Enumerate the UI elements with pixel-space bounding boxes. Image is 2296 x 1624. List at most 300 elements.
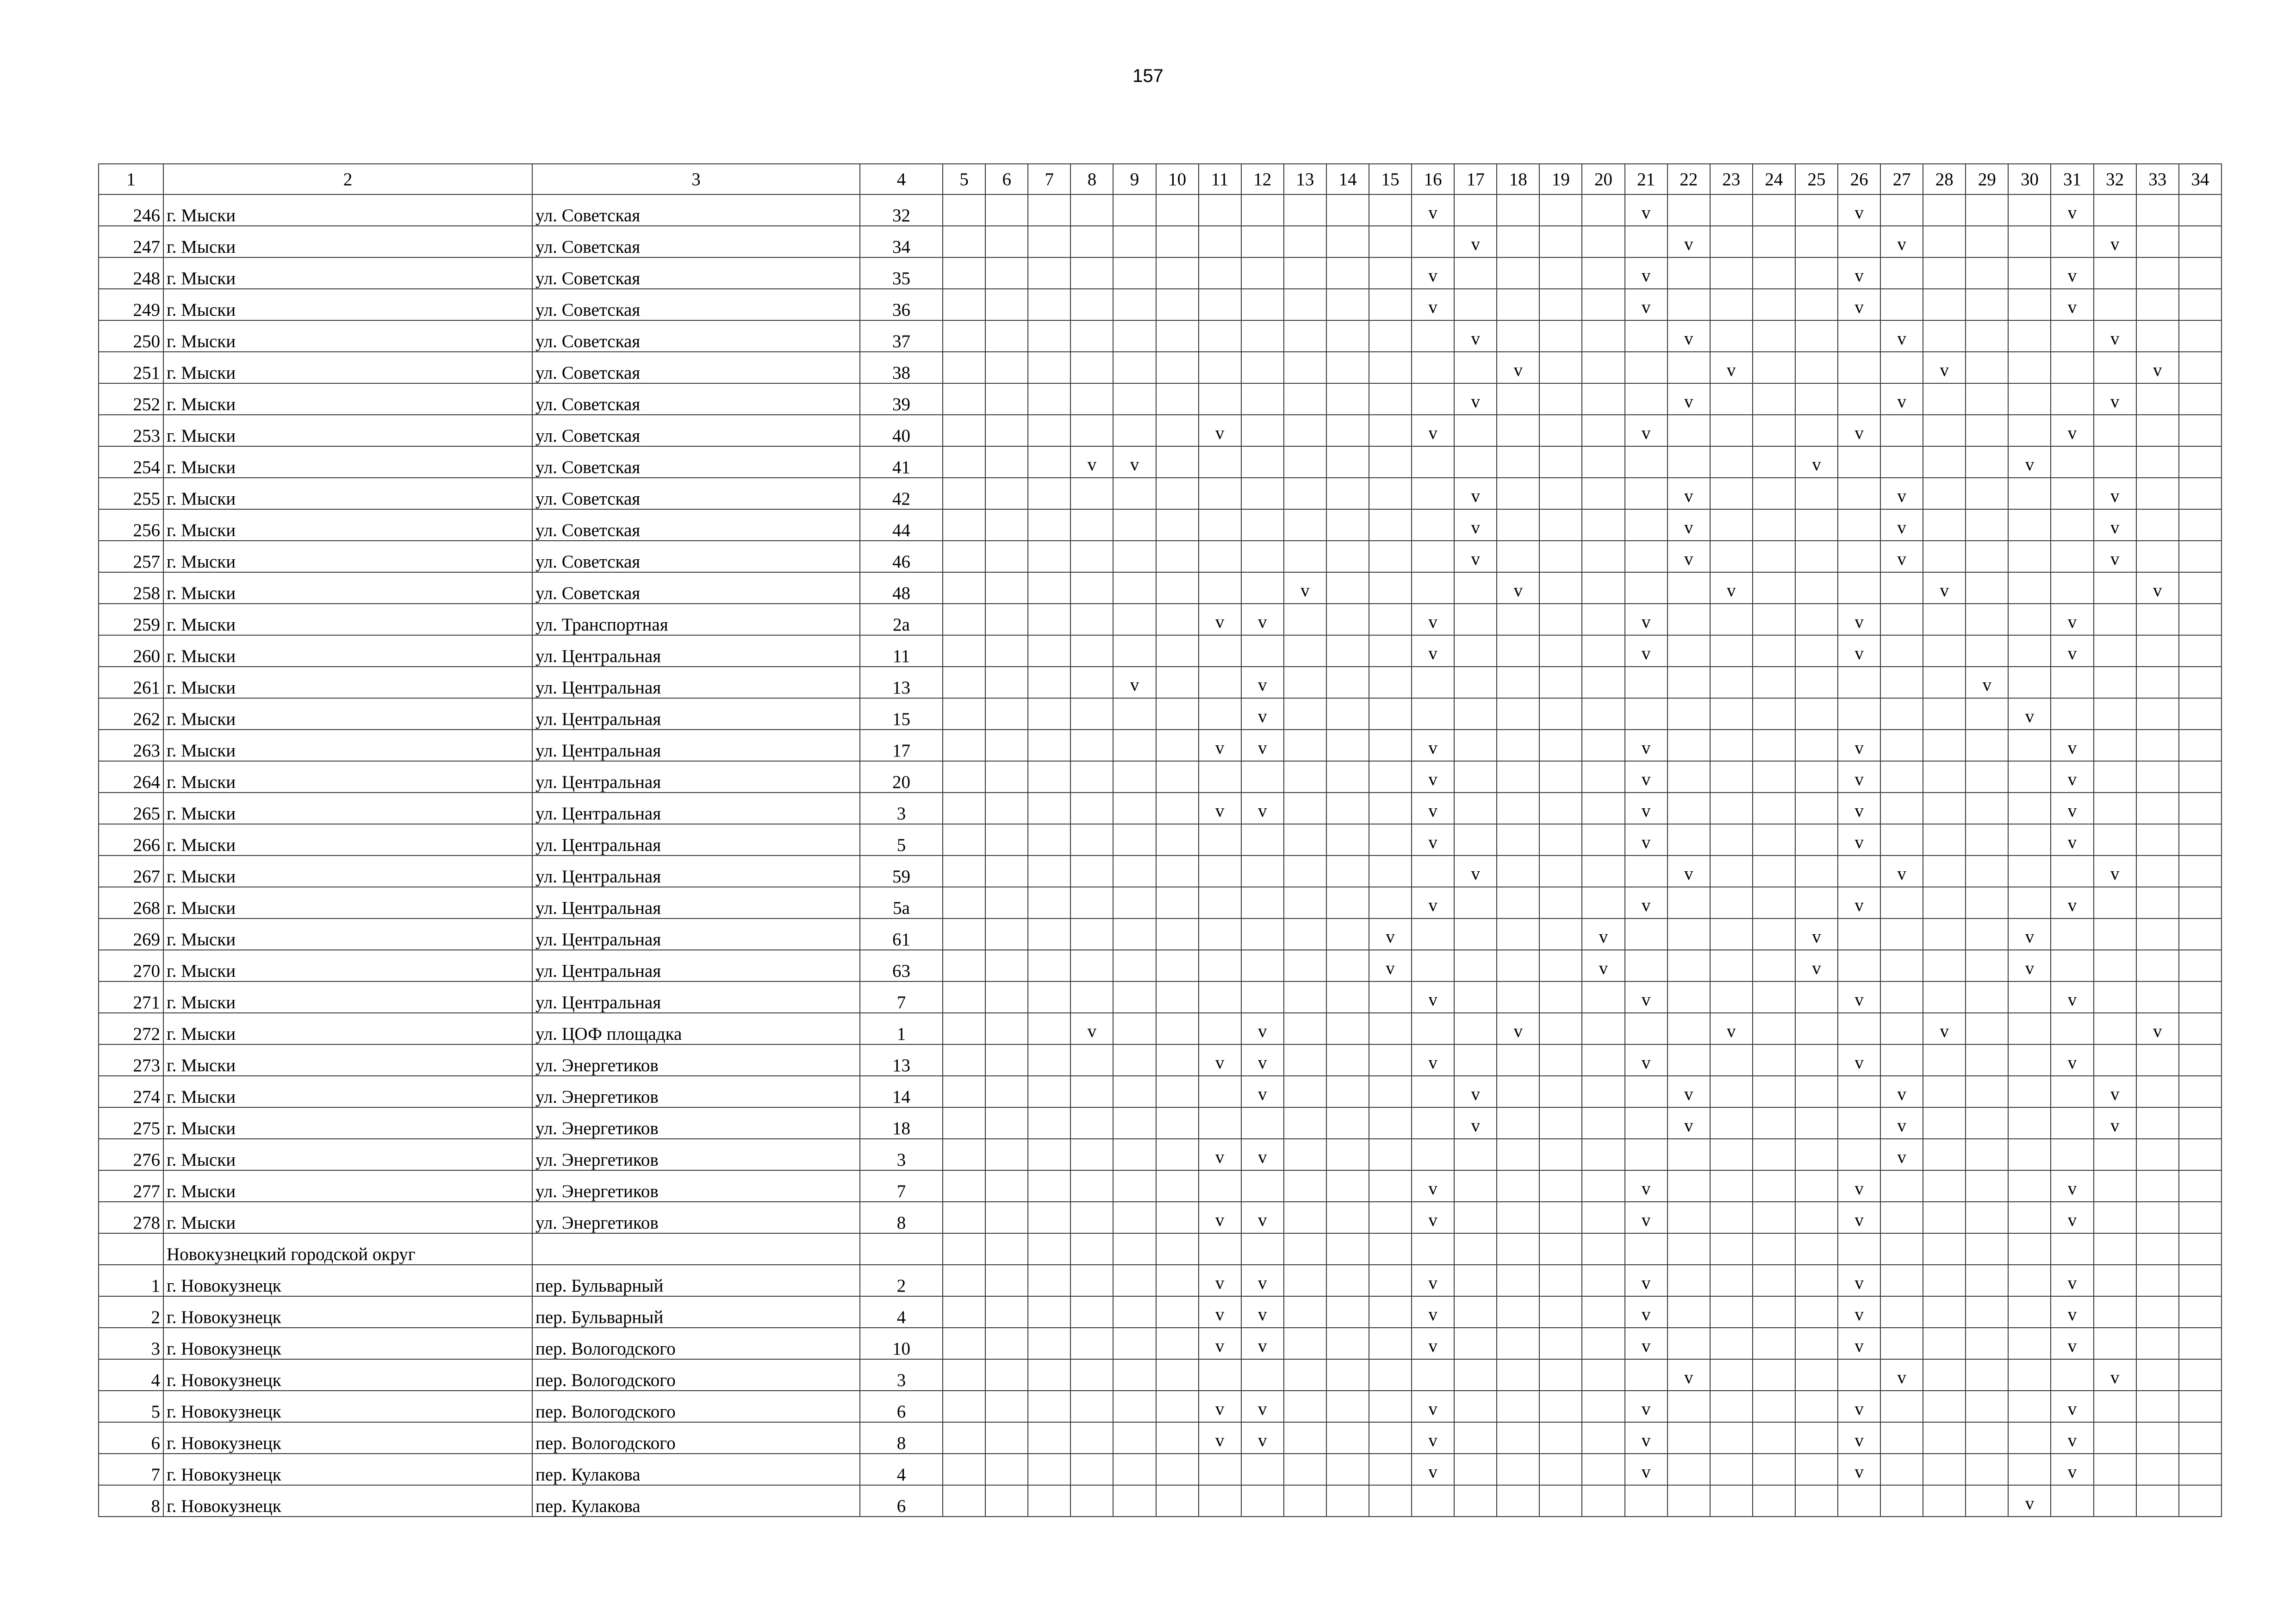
month-cell-27 — [1880, 1296, 1923, 1328]
month-cell-17 — [1454, 1202, 1497, 1233]
empty-cell — [1582, 1233, 1624, 1265]
month-cell-16 — [1412, 194, 1454, 226]
month-cell-33 — [2136, 1485, 2179, 1517]
check-mark: v — [2067, 801, 2077, 821]
check-mark: v — [1854, 203, 1864, 223]
month-cell-7 — [1028, 1359, 1070, 1391]
month-cell-14 — [1326, 667, 1369, 698]
month-cell-7 — [1028, 1391, 1070, 1422]
month-cell-21 — [1625, 698, 1668, 730]
row-number: 249 — [99, 289, 163, 320]
month-cell-25 — [1795, 887, 1838, 918]
month-cell-15 — [1369, 1391, 1412, 1422]
column-header: 7 — [1028, 164, 1070, 194]
month-cell-16 — [1412, 698, 1454, 730]
check-mark: v — [1684, 486, 1693, 506]
month-cell-19 — [1539, 383, 1582, 415]
check-mark: v — [1854, 801, 1864, 821]
month-cell-12 — [1241, 572, 1284, 604]
month-cell-31 — [2051, 1044, 2093, 1076]
month-cell-5 — [943, 320, 985, 352]
month-cell-34 — [2179, 383, 2221, 415]
month-cell-8 — [1070, 289, 1113, 320]
month-cell-25 — [1795, 1107, 1838, 1139]
row-number: 269 — [99, 918, 163, 950]
month-cell-17 — [1454, 320, 1497, 352]
month-cell-31 — [2051, 1170, 2093, 1202]
month-cell-30 — [2008, 1391, 2051, 1422]
month-cell-21 — [1625, 1359, 1668, 1391]
month-cell-22 — [1668, 1202, 1710, 1233]
house-number: 6 — [860, 1391, 943, 1422]
month-cell-5 — [943, 1391, 985, 1422]
month-cell-22 — [1668, 761, 1710, 793]
month-cell-11 — [1199, 194, 1241, 226]
month-cell-34 — [2179, 1044, 2221, 1076]
month-cell-19 — [1539, 1485, 1582, 1517]
month-cell-22 — [1668, 1391, 1710, 1422]
month-cell-12 — [1241, 824, 1284, 856]
column-header: 31 — [2051, 164, 2093, 194]
month-cell-23 — [1710, 572, 1753, 604]
month-cell-16 — [1412, 950, 1454, 981]
house-number: 7 — [860, 1170, 943, 1202]
house-number: 39 — [860, 383, 943, 415]
table-row — [99, 446, 2221, 478]
month-cell-19 — [1539, 194, 1582, 226]
column-header: 34 — [2179, 164, 2221, 194]
month-cell-24 — [1753, 604, 1795, 635]
month-cell-8 — [1070, 446, 1113, 478]
check-mark: v — [1428, 1399, 1437, 1419]
month-cell-16 — [1412, 730, 1454, 761]
table-row — [99, 352, 2221, 383]
city-name: г. Мыски — [163, 918, 532, 950]
street-name: ул. Центральная — [532, 635, 860, 667]
row-number: 251 — [99, 352, 163, 383]
check-mark: v — [1471, 549, 1480, 569]
house-number: 4 — [860, 1454, 943, 1485]
month-cell-13 — [1284, 415, 1326, 446]
month-cell-12 — [1241, 918, 1284, 950]
month-cell-32 — [2094, 1296, 2136, 1328]
month-cell-16 — [1412, 572, 1454, 604]
month-cell-28 — [1923, 352, 1966, 383]
month-cell-26 — [1838, 478, 1880, 509]
month-cell-27 — [1880, 918, 1923, 950]
month-cell-21 — [1625, 226, 1668, 257]
month-cell-33 — [2136, 446, 2179, 478]
month-cell-15 — [1369, 856, 1412, 887]
month-cell-19 — [1539, 1265, 1582, 1296]
month-cell-16 — [1412, 1422, 1454, 1454]
house-number: 7 — [860, 981, 943, 1013]
month-cell-28 — [1923, 1485, 1966, 1517]
month-cell-12 — [1241, 1485, 1284, 1517]
month-cell-12 — [1241, 761, 1284, 793]
house-number: 2а — [860, 604, 943, 635]
row-number: 260 — [99, 635, 163, 667]
month-cell-21 — [1625, 257, 1668, 289]
month-cell-8 — [1070, 194, 1113, 226]
check-mark: v — [1854, 297, 1864, 317]
check-mark: v — [1940, 581, 1949, 600]
month-cell-8 — [1070, 1076, 1113, 1107]
month-cell-33 — [2136, 541, 2179, 572]
month-cell-25 — [1795, 1485, 1838, 1517]
street-name: ул. Центральная — [532, 918, 860, 950]
check-mark: v — [1897, 518, 1906, 537]
month-cell-17 — [1454, 918, 1497, 950]
month-cell-25 — [1795, 226, 1838, 257]
street-name: ул. Центральная — [532, 761, 860, 793]
month-cell-26 — [1838, 635, 1880, 667]
month-cell-27 — [1880, 446, 1923, 478]
month-cell-13 — [1284, 1296, 1326, 1328]
month-cell-26 — [1838, 289, 1880, 320]
schedule-table — [98, 163, 2222, 1517]
month-cell-33 — [2136, 289, 2179, 320]
month-cell-10 — [1156, 572, 1199, 604]
month-cell-13 — [1284, 981, 1326, 1013]
check-mark: v — [1215, 801, 1225, 821]
city-name: г. Новокузнецк — [163, 1454, 532, 1485]
street-name: ул. Центральная — [532, 730, 860, 761]
check-mark: v — [2110, 1084, 2120, 1104]
month-cell-11 — [1199, 918, 1241, 950]
month-cell-10 — [1156, 1139, 1199, 1170]
check-mark: v — [1130, 455, 1139, 475]
month-cell-32 — [2094, 730, 2136, 761]
street-name: ул. Советская — [532, 257, 860, 289]
house-number: 11 — [860, 635, 943, 667]
month-cell-9 — [1113, 415, 1156, 446]
month-cell-31 — [2051, 1359, 2093, 1391]
month-cell-14 — [1326, 289, 1369, 320]
month-cell-16 — [1412, 1454, 1454, 1485]
check-mark: v — [1641, 1462, 1651, 1482]
month-cell-8 — [1070, 415, 1113, 446]
month-cell-13 — [1284, 226, 1326, 257]
month-cell-16 — [1412, 981, 1454, 1013]
month-cell-32 — [2094, 981, 2136, 1013]
month-cell-5 — [943, 226, 985, 257]
month-cell-30 — [2008, 950, 2051, 981]
month-cell-23 — [1710, 730, 1753, 761]
month-cell-30 — [2008, 1328, 2051, 1359]
month-cell-20 — [1582, 226, 1624, 257]
month-cell-32 — [2094, 698, 2136, 730]
month-cell-29 — [1966, 981, 2008, 1013]
month-cell-22 — [1668, 289, 1710, 320]
month-cell-32 — [2094, 793, 2136, 824]
month-cell-7 — [1028, 730, 1070, 761]
month-cell-9 — [1113, 1391, 1156, 1422]
month-cell-24 — [1753, 446, 1795, 478]
empty-cell — [2179, 1233, 2221, 1265]
month-cell-18 — [1497, 1139, 1539, 1170]
month-cell-30 — [2008, 1296, 2051, 1328]
month-cell-9 — [1113, 1328, 1156, 1359]
month-cell-19 — [1539, 478, 1582, 509]
month-cell-12 — [1241, 981, 1284, 1013]
month-cell-28 — [1923, 887, 1966, 918]
month-cell-7 — [1028, 793, 1070, 824]
month-cell-25 — [1795, 415, 1838, 446]
row-number: 246 — [99, 194, 163, 226]
check-mark: v — [1641, 1399, 1651, 1419]
table-row — [99, 667, 2221, 698]
month-cell-8 — [1070, 918, 1113, 950]
street-name: ул. Транспортная — [532, 604, 860, 635]
check-mark: v — [1258, 738, 1267, 758]
check-mark: v — [2067, 1210, 2077, 1230]
month-cell-13 — [1284, 320, 1326, 352]
month-cell-28 — [1923, 1454, 1966, 1485]
month-cell-32 — [2094, 226, 2136, 257]
month-cell-31 — [2051, 1107, 2093, 1139]
month-cell-20 — [1582, 1170, 1624, 1202]
month-cell-30 — [2008, 604, 2051, 635]
month-cell-25 — [1795, 478, 1838, 509]
table-row — [99, 918, 2221, 950]
empty-cell — [1795, 1233, 1838, 1265]
check-mark: v — [2110, 329, 2120, 349]
month-cell-27 — [1880, 1265, 1923, 1296]
house-number: 41 — [860, 446, 943, 478]
month-cell-10 — [1156, 383, 1199, 415]
month-cell-10 — [1156, 887, 1199, 918]
month-cell-33 — [2136, 1202, 2179, 1233]
month-cell-24 — [1753, 1454, 1795, 1485]
month-cell-22 — [1668, 478, 1710, 509]
month-cell-21 — [1625, 1044, 1668, 1076]
empty-cell — [1028, 1233, 1070, 1265]
month-cell-22 — [1668, 1296, 1710, 1328]
month-cell-5 — [943, 1422, 985, 1454]
row-number: 276 — [99, 1139, 163, 1170]
month-cell-18 — [1497, 604, 1539, 635]
empty-cell — [1753, 1233, 1795, 1265]
month-cell-25 — [1795, 856, 1838, 887]
check-mark: v — [2025, 706, 2035, 726]
month-cell-25 — [1795, 383, 1838, 415]
month-cell-19 — [1539, 1139, 1582, 1170]
month-cell-22 — [1668, 446, 1710, 478]
month-cell-33 — [2136, 887, 2179, 918]
month-cell-27 — [1880, 1454, 1923, 1485]
month-cell-27 — [1880, 604, 1923, 635]
column-header: 29 — [1966, 164, 2008, 194]
month-cell-8 — [1070, 1422, 1113, 1454]
month-cell-23 — [1710, 698, 1753, 730]
month-cell-18 — [1497, 698, 1539, 730]
month-cell-15 — [1369, 1454, 1412, 1485]
month-cell-10 — [1156, 415, 1199, 446]
check-mark: v — [1471, 1084, 1480, 1104]
empty-cell — [1156, 1233, 1199, 1265]
month-cell-21 — [1625, 1422, 1668, 1454]
month-cell-22 — [1668, 541, 1710, 572]
check-mark: v — [1258, 1210, 1267, 1230]
month-cell-33 — [2136, 1359, 2179, 1391]
month-cell-11 — [1199, 950, 1241, 981]
month-cell-33 — [2136, 604, 2179, 635]
month-cell-11 — [1199, 1202, 1241, 1233]
month-cell-9 — [1113, 1454, 1156, 1485]
city-name: г. Новокузнецк — [163, 1422, 532, 1454]
month-cell-23 — [1710, 446, 1753, 478]
month-cell-25 — [1795, 1454, 1838, 1485]
month-cell-17 — [1454, 226, 1497, 257]
column-header: 19 — [1539, 164, 1582, 194]
month-cell-12 — [1241, 635, 1284, 667]
month-cell-16 — [1412, 1485, 1454, 1517]
month-cell-19 — [1539, 981, 1582, 1013]
row-number-cell — [99, 1233, 163, 1265]
month-cell-10 — [1156, 667, 1199, 698]
month-cell-31 — [2051, 1202, 2093, 1233]
page-number: 157 — [1132, 66, 1164, 86]
month-cell-11 — [1199, 635, 1241, 667]
month-cell-13 — [1284, 1391, 1326, 1422]
house-number: 36 — [860, 289, 943, 320]
month-cell-10 — [1156, 604, 1199, 635]
month-cell-19 — [1539, 887, 1582, 918]
month-cell-18 — [1497, 635, 1539, 667]
month-cell-17 — [1454, 824, 1497, 856]
month-cell-20 — [1582, 1485, 1624, 1517]
month-cell-22 — [1668, 918, 1710, 950]
street-name: ул. Энергетиков — [532, 1170, 860, 1202]
month-cell-17 — [1454, 352, 1497, 383]
month-cell-20 — [1582, 1044, 1624, 1076]
month-cell-13 — [1284, 352, 1326, 383]
month-cell-10 — [1156, 698, 1199, 730]
city-name: г. Мыски — [163, 730, 532, 761]
month-cell-12 — [1241, 1076, 1284, 1107]
month-cell-31 — [2051, 667, 2093, 698]
month-cell-7 — [1028, 1170, 1070, 1202]
check-mark: v — [1854, 1305, 1864, 1324]
check-mark: v — [1258, 1147, 1267, 1167]
month-cell-5 — [943, 793, 985, 824]
month-cell-6 — [985, 604, 1028, 635]
house-number: 59 — [860, 856, 943, 887]
table-row — [99, 383, 2221, 415]
month-cell-23 — [1710, 1202, 1753, 1233]
month-cell-10 — [1156, 257, 1199, 289]
month-cell-20 — [1582, 1107, 1624, 1139]
check-mark: v — [1130, 675, 1139, 695]
city-name: г. Мыски — [163, 981, 532, 1013]
month-cell-34 — [2179, 887, 2221, 918]
house-number: 20 — [860, 761, 943, 793]
month-cell-30 — [2008, 1107, 2051, 1139]
month-cell-6 — [985, 761, 1028, 793]
month-cell-21 — [1625, 604, 1668, 635]
month-cell-16 — [1412, 1391, 1454, 1422]
month-cell-26 — [1838, 1013, 1880, 1044]
month-cell-16 — [1412, 1013, 1454, 1044]
month-cell-14 — [1326, 1328, 1369, 1359]
check-mark: v — [1471, 518, 1480, 537]
month-cell-11 — [1199, 698, 1241, 730]
month-cell-30 — [2008, 667, 2051, 698]
empty-cell — [1838, 1233, 1880, 1265]
month-cell-29 — [1966, 1139, 2008, 1170]
month-cell-23 — [1710, 478, 1753, 509]
month-cell-21 — [1625, 509, 1668, 541]
month-cell-27 — [1880, 1391, 1923, 1422]
month-cell-33 — [2136, 761, 2179, 793]
month-cell-27 — [1880, 667, 1923, 698]
month-cell-20 — [1582, 761, 1624, 793]
month-cell-8 — [1070, 1485, 1113, 1517]
column-header: 14 — [1326, 164, 1369, 194]
month-cell-6 — [985, 1170, 1028, 1202]
month-cell-31 — [2051, 1485, 2093, 1517]
month-cell-28 — [1923, 1139, 1966, 1170]
month-cell-28 — [1923, 1044, 1966, 1076]
check-mark: v — [1641, 895, 1651, 915]
month-cell-25 — [1795, 635, 1838, 667]
month-cell-10 — [1156, 509, 1199, 541]
month-cell-23 — [1710, 1170, 1753, 1202]
month-cell-13 — [1284, 1485, 1326, 1517]
month-cell-33 — [2136, 698, 2179, 730]
month-cell-22 — [1668, 856, 1710, 887]
month-cell-11 — [1199, 887, 1241, 918]
street-name: ул. Советская — [532, 289, 860, 320]
check-mark: v — [1428, 297, 1437, 317]
month-cell-27 — [1880, 509, 1923, 541]
month-cell-19 — [1539, 352, 1582, 383]
month-cell-25 — [1795, 1391, 1838, 1422]
month-cell-6 — [985, 478, 1028, 509]
check-mark: v — [1428, 801, 1437, 821]
check-mark: v — [1215, 1273, 1225, 1293]
month-cell-9 — [1113, 1485, 1156, 1517]
street-name: пер. Вологодского — [532, 1422, 860, 1454]
check-mark: v — [1684, 392, 1693, 412]
city-name: г. Мыски — [163, 793, 532, 824]
month-cell-34 — [2179, 226, 2221, 257]
month-cell-22 — [1668, 352, 1710, 383]
month-cell-28 — [1923, 1076, 1966, 1107]
month-cell-19 — [1539, 824, 1582, 856]
month-cell-27 — [1880, 730, 1923, 761]
row-number: 252 — [99, 383, 163, 415]
month-cell-9 — [1113, 793, 1156, 824]
month-cell-16 — [1412, 667, 1454, 698]
month-cell-21 — [1625, 981, 1668, 1013]
month-cell-8 — [1070, 1170, 1113, 1202]
month-cell-21 — [1625, 1485, 1668, 1517]
month-cell-18 — [1497, 289, 1539, 320]
month-cell-10 — [1156, 1265, 1199, 1296]
month-cell-11 — [1199, 1359, 1241, 1391]
month-cell-9 — [1113, 1044, 1156, 1076]
month-cell-8 — [1070, 793, 1113, 824]
check-mark: v — [1471, 1116, 1480, 1136]
month-cell-24 — [1753, 1202, 1795, 1233]
month-cell-13 — [1284, 1013, 1326, 1044]
month-cell-19 — [1539, 1107, 1582, 1139]
month-cell-33 — [2136, 1328, 2179, 1359]
month-cell-31 — [2051, 1391, 2093, 1422]
month-cell-32 — [2094, 320, 2136, 352]
